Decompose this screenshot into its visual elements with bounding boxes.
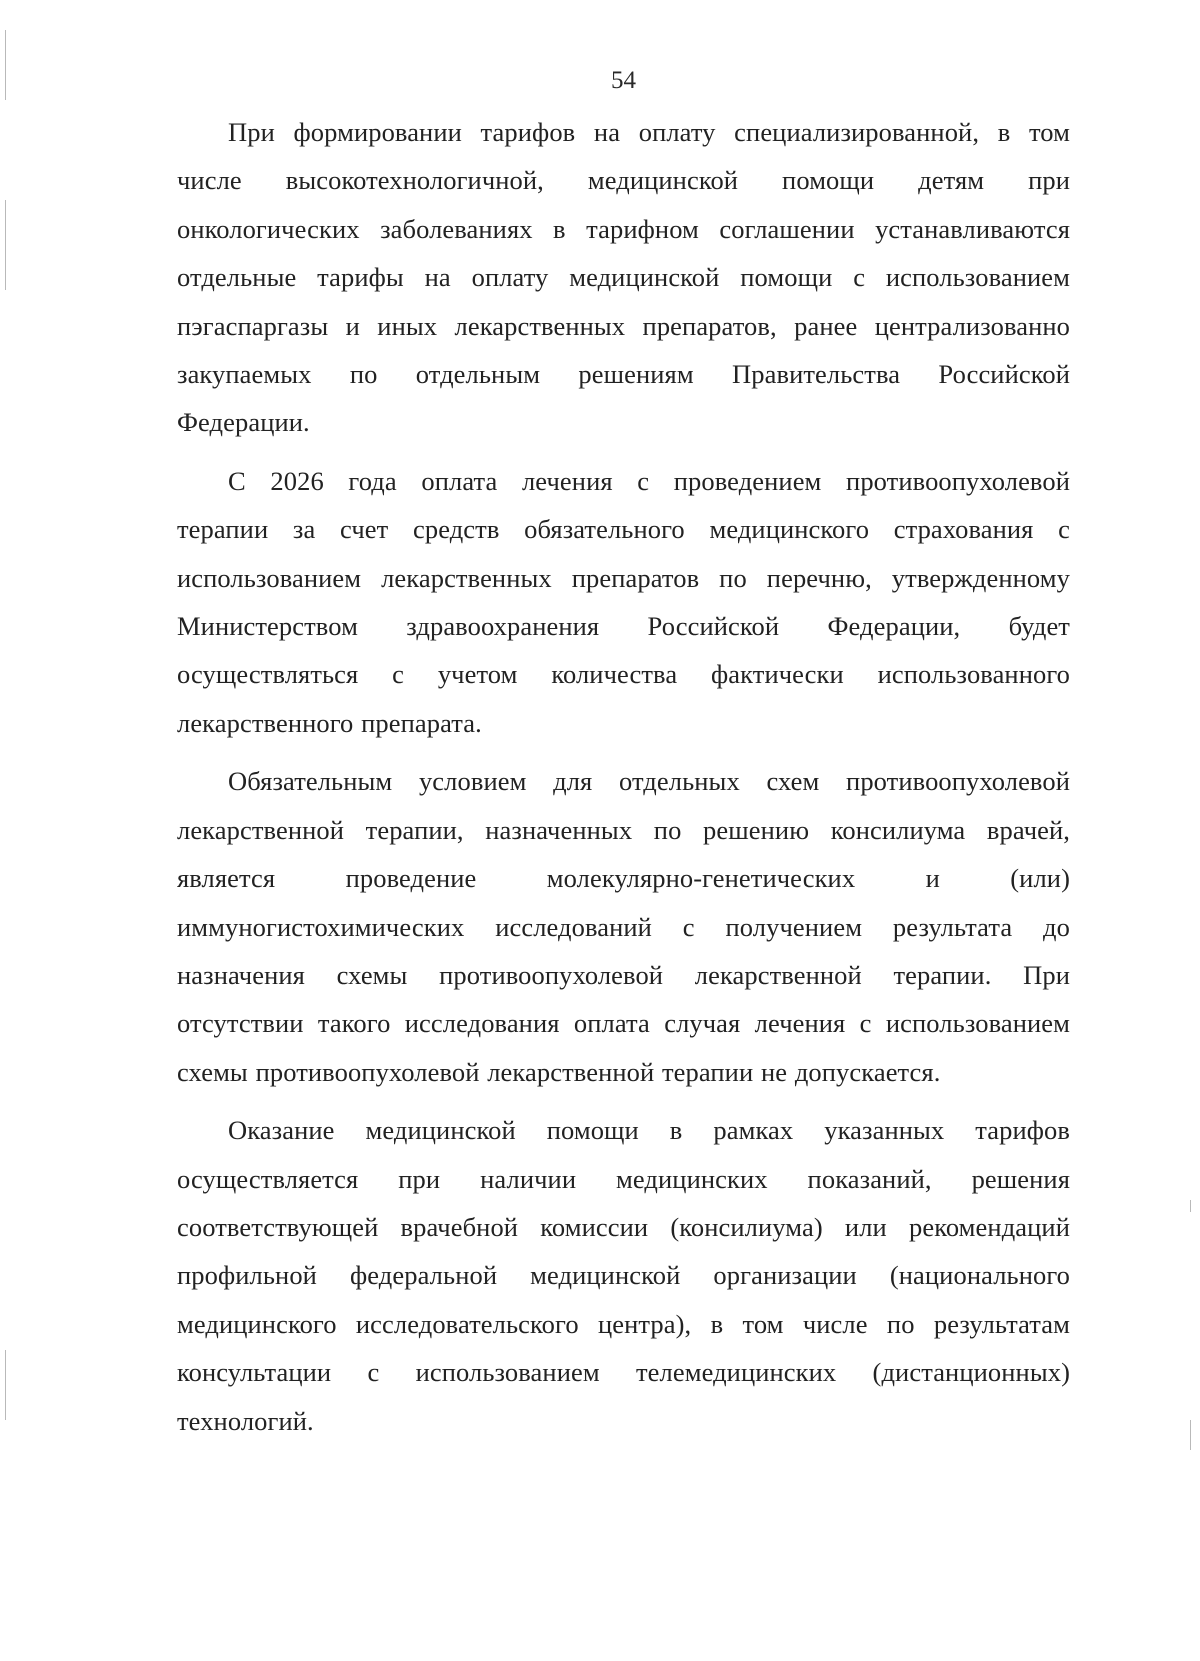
text-line: При формировании тарифов на оплату специализированной, в том <box>228 117 1070 147</box>
text-line: Федерации. <box>177 407 310 438</box>
text-line: консультации с использованием телемедицинских (дистанционных) <box>177 1357 1070 1388</box>
text-line: использованием лекарственных препаратов по перечню, утвержденному <box>177 562 1070 593</box>
scan-edge-mark <box>5 200 6 290</box>
text-line: Обязательным условием для отдельных схем противоопухолевой <box>228 766 1070 797</box>
paragraph-provision-of-care <box>177 1106 1070 1445</box>
text-line: закупаемых по отдельным решениям Правительства Российской <box>177 359 1070 390</box>
paragraph-2026-payment <box>177 457 1070 747</box>
text-line: отсутствии такого исследования оплата случая лечения с использованием <box>177 1008 1070 1039</box>
text-line: является проведение молекулярно-генетических и (или) <box>177 863 1070 894</box>
text-line: отдельные тарифы на оплату медицинской помощи с использованием <box>177 262 1070 293</box>
text-line: пэгаспаргазы и иных лекарственных препаратов, ранее централизованно <box>177 310 1070 341</box>
text-line: профильной федеральной медицинской организации (национального <box>177 1260 1070 1291</box>
scan-edge-mark <box>1190 1200 1191 1212</box>
text-line: Оказание медицинской помощи в рамках указанных тарифов <box>228 1115 1070 1146</box>
document-body <box>177 108 1070 1455</box>
text-line: онкологических заболеваниях в тарифном соглашении устанавливаются <box>177 213 1070 244</box>
text-line: схемы противоопухолевой лекарственной терапии не допускается. <box>177 1056 941 1087</box>
text-line: технологий. <box>177 1405 314 1436</box>
scan-edge-mark <box>5 1350 6 1420</box>
text-line: назначения схемы противоопухолевой лекарственной терапии. При <box>177 959 1070 990</box>
paragraph-mandatory-condition <box>177 757 1070 1096</box>
paragraph-tariffs-children-oncology <box>177 108 1070 447</box>
text-line: терапии за счет средств обязательного медицинского страхования с <box>177 514 1070 545</box>
page-number: 54 <box>611 67 636 94</box>
text-line: лекарственной терапии, назначенных по решению консилиума врачей, <box>177 814 1070 845</box>
text-line: осуществляется при наличии медицинских показаний, решения <box>177 1163 1070 1194</box>
text-line: С 2026 года оплата лечения с проведением противоопухолевой <box>228 465 1070 496</box>
text-line: Министерством здравоохранения Российской Федерации, будет <box>177 611 1070 642</box>
text-line: числе высокотехнологичной, медицинской помощи детям при <box>177 165 1070 196</box>
scan-edge-mark <box>1190 1420 1191 1450</box>
text-line: лекарственного препарата. <box>177 707 482 738</box>
text-line: медицинского исследовательского центра), в том числе по результатам <box>177 1308 1070 1339</box>
text-line: осуществляться с учетом количества фактически использованного <box>177 659 1070 690</box>
text-line: иммуногистохимических исследований с получением результата до <box>177 911 1070 942</box>
text-line: соответствующей врачебной комиссии (консилиума) или рекомендаций <box>177 1211 1070 1242</box>
